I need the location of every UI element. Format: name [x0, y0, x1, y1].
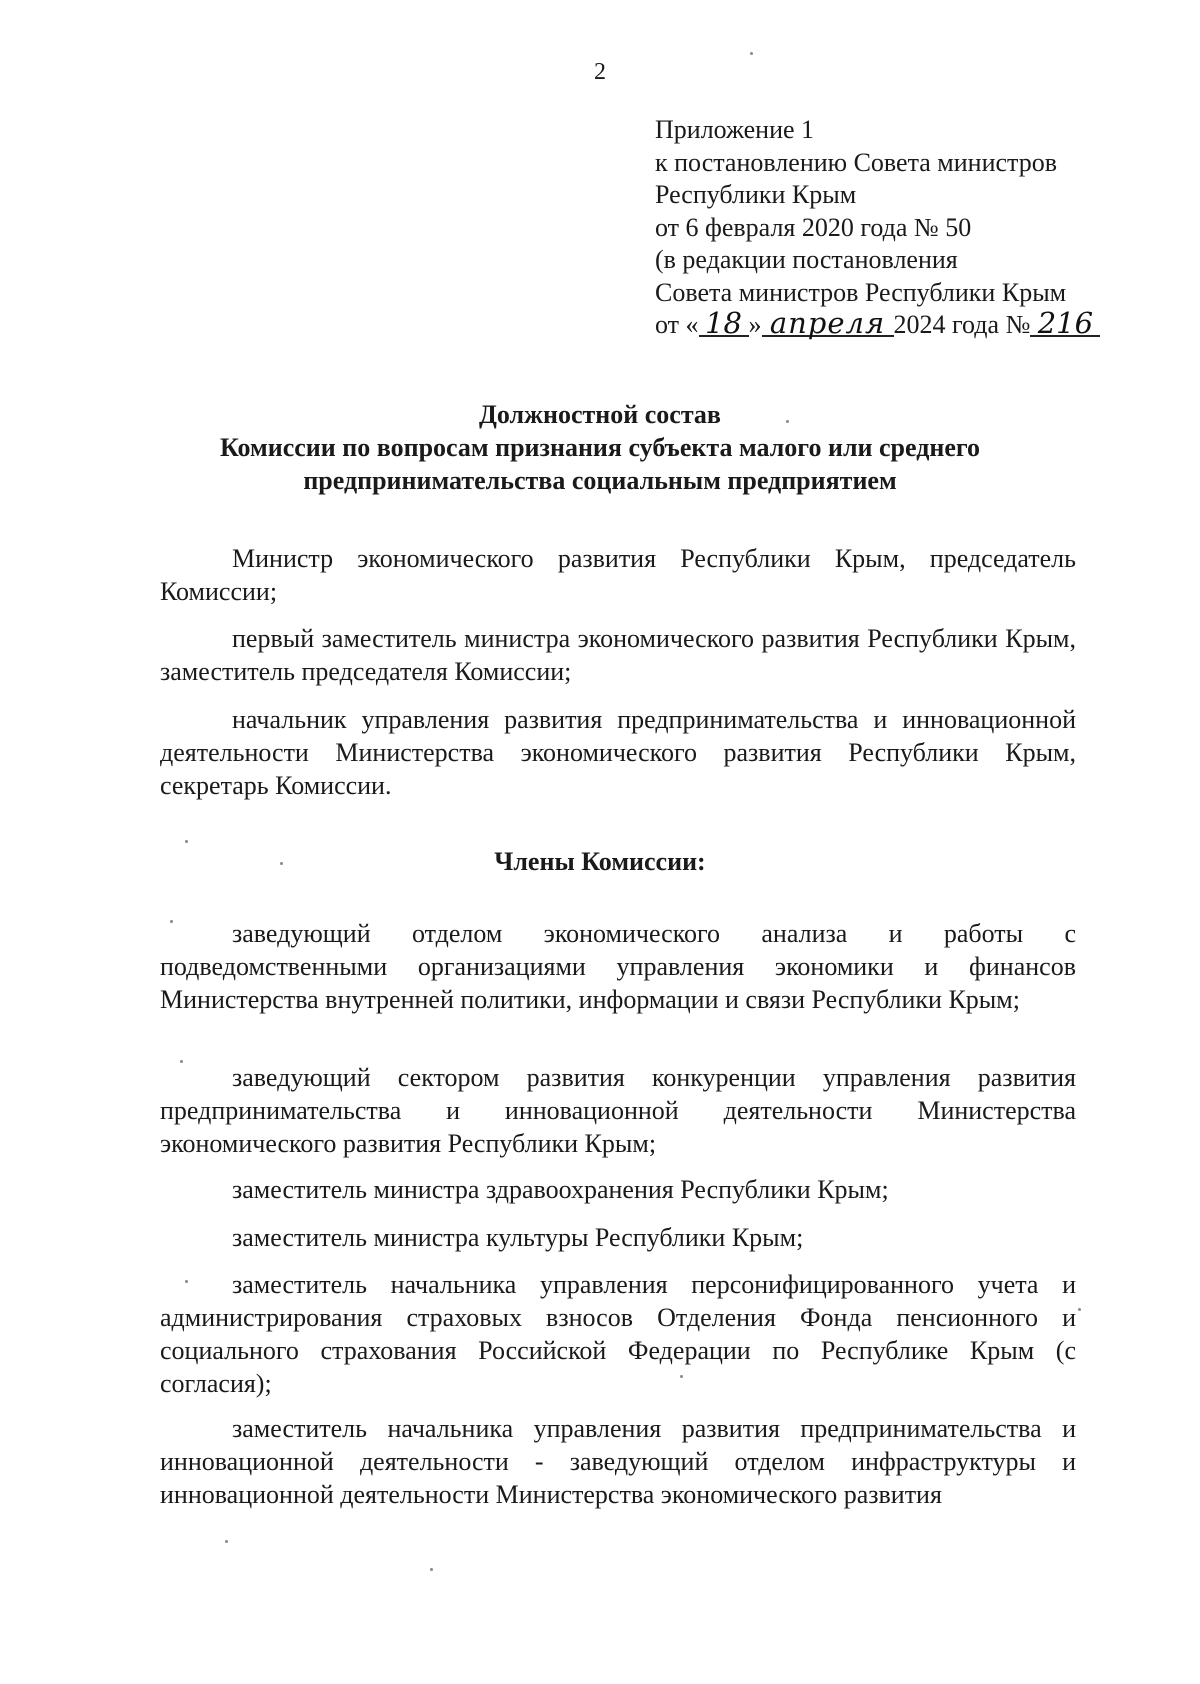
- page-number: 2: [594, 59, 606, 85]
- member-item: заместитель начальника управления развития предпринимательства и инновационной деятельности - заведующий отделом инфраструктуры и инновационной деятельности Министерства экономического развития: [160, 1414, 1076, 1509]
- handwritten-number: 216: [1030, 311, 1100, 337]
- appendix-line: к постановлению Совета министров: [655, 147, 1057, 177]
- member-item: заместитель начальника управления персонифицированного учета и администрирования страховых взносов Отделения Фонда пенсионного и социального страхования Российской Федерации по Республике Крым (с согласия);: [160, 1270, 1076, 1398]
- date-prefix: от «: [655, 310, 699, 339]
- leadership-item: начальник управления развития предпринимательства и инновационной деятельности Министерства экономического развития Республики Крым, секретарь Комиссии.: [160, 705, 1076, 800]
- title-line: Комиссии по вопросам признания субъекта малого или среднего: [219, 433, 981, 462]
- appendix-date-line: [655, 306, 1100, 342]
- appendix-line: от 6 февраля 2020 года № 50: [655, 212, 972, 242]
- appendix-header: [655, 114, 1100, 342]
- appendix-line: Приложение 1: [655, 115, 815, 144]
- members-heading: Члены Комиссии:: [494, 847, 706, 876]
- scan-speck: [185, 840, 188, 843]
- handwritten-day: 18: [699, 311, 749, 337]
- scan-speck: [1078, 1308, 1081, 1311]
- leadership-item: Министр экономического развития Республики Крым, председатель Комиссии;: [160, 544, 1076, 606]
- member-item: заместитель министра здравоохранения Республики Крым;: [232, 1175, 889, 1204]
- title-line: предпринимательства социальным предприятием: [303, 466, 897, 495]
- member-item: заместитель министра культуры Республики Крым;: [232, 1223, 804, 1252]
- scan-speck: [180, 1060, 183, 1063]
- member-item: заведующий сектором развития конкуренции управления развития предпринимательства и инновационной деятельности Министерства экономического развития Республики Крым;: [160, 1063, 1076, 1158]
- date-year: 2024 года №: [893, 310, 1031, 339]
- leadership-item: первый заместитель министра экономического развития Республики Крым, заместитель председателя Комиссии;: [160, 624, 1076, 686]
- handwritten-month: апреля: [762, 311, 894, 337]
- scan-speck: [280, 862, 283, 865]
- scan-speck: [430, 1568, 433, 1571]
- appendix-line: (в редакции постановления: [655, 245, 958, 274]
- scan-speck: [170, 920, 173, 923]
- appendix-line: Совета министров Республики Крым: [655, 277, 1067, 307]
- scan-speck: [680, 1375, 683, 1378]
- document-title: [0, 398, 1200, 497]
- appendix-line: Республики Крым: [655, 180, 857, 209]
- scan-speck: [185, 1280, 188, 1283]
- scan-speck: [225, 1540, 228, 1543]
- member-item: заведующий отделом экономического анализа и работы с подведомственными организациями управления экономики и финансов Министерства внутренней политики, информации и связи Республики Крым;: [160, 919, 1076, 1014]
- scan-speck: [750, 52, 753, 55]
- scan-speck: [786, 420, 789, 423]
- date-quote: »: [748, 310, 762, 339]
- title-line: Должностной состав: [479, 400, 721, 429]
